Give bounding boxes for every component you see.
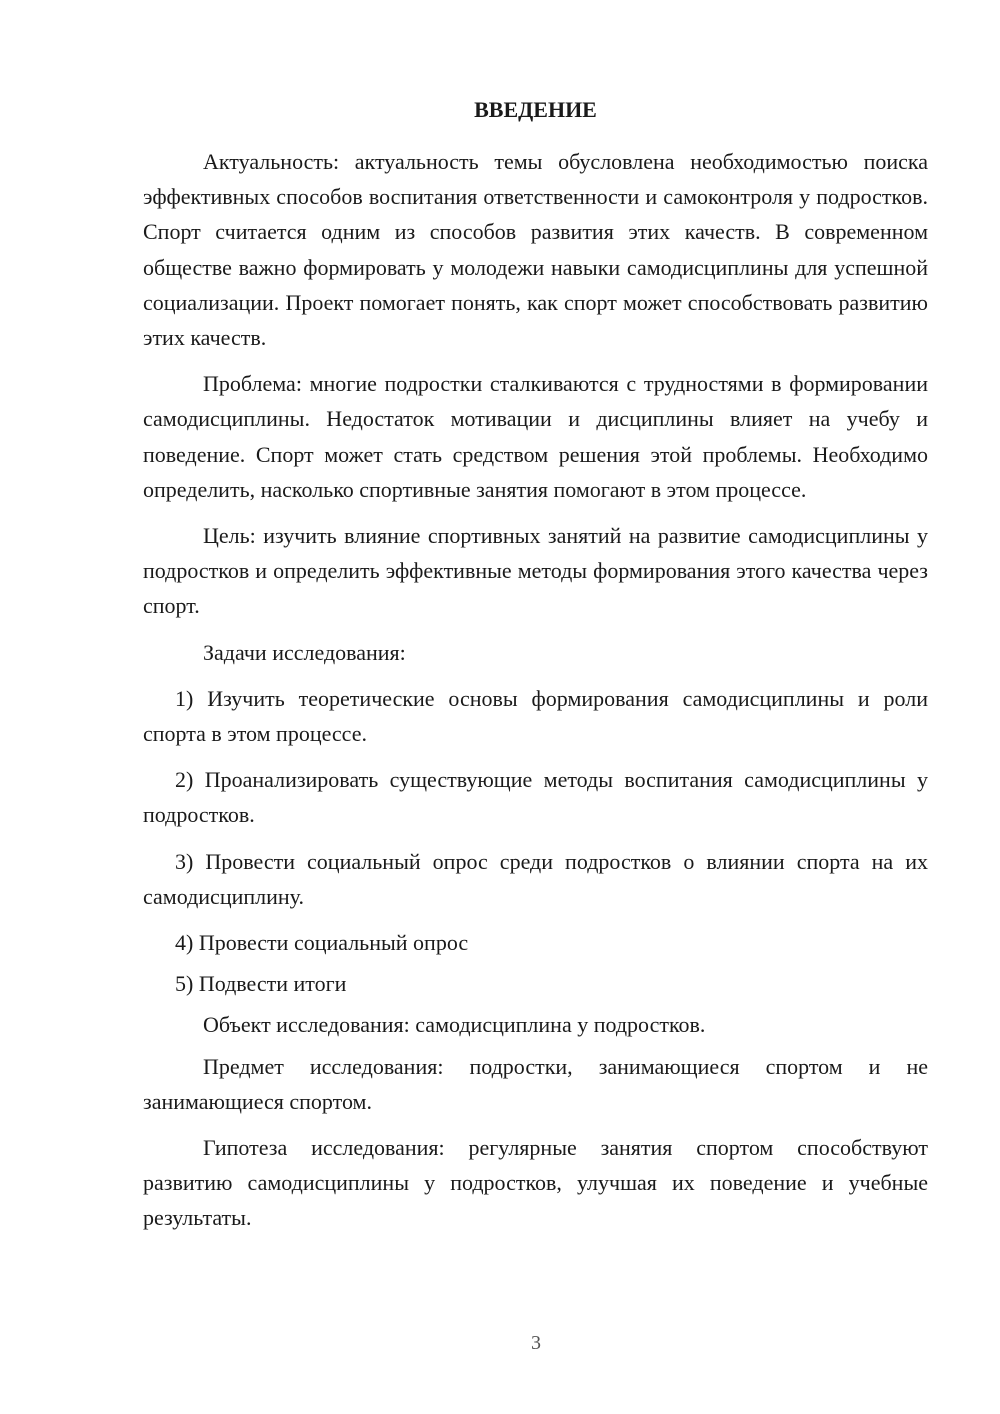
page-number: 3 xyxy=(531,1332,541,1354)
relevance-paragraph: Актуальность: актуальность темы обусловлена необходимостью поиска эффективных способов воспитания ответственности и самоконтроля у подростков. Спорт считается одним из способов развития этих качеств. В современном обществе важно формировать у молодежи навыки самодисциплины для успешной социализации. Проект помогает понять, как спорт может способствовать развитию этих качеств. xyxy=(143,149,928,351)
task-item-3: 3) Провести социальный опрос среди подростков о влиянии спорта на их самодисциплину. xyxy=(143,848,928,909)
problem-paragraph: Проблема: многие подростки сталкиваются с трудностями в формировании самодисциплины. Недостаток мотивации и дисциплины влияет на учебу и поведение. Спорт может стать средством решения этой проблемы. Необходимо определить, насколько спортивные занятия помогают в этом процессе. xyxy=(143,371,928,502)
task-item-2: 2) Проанализировать существующие методы воспитания самодисциплины у подростков. xyxy=(143,767,928,828)
tasks-heading: Задачи исследования: xyxy=(203,639,406,665)
goal-paragraph: Цель: изучить влияние спортивных занятий на развитие самодисциплины у подростков и определить эффективные методы формирования этого качества через спорт. xyxy=(143,523,928,619)
subject-paragraph: Предмет исследования: подростки, занимающиеся спортом и не занимающиеся спортом. xyxy=(143,1053,928,1114)
document-page xyxy=(143,95,928,1247)
task-item-1: 1) Изучить теоретические основы формирования самодисциплины и роли спорта в этом процессе. xyxy=(143,685,928,747)
object-paragraph: Объект исследования: самодисциплина у подростков. xyxy=(203,1012,706,1038)
page-title: ВВЕДЕНИЕ xyxy=(474,97,597,122)
task-item-4: 4) Провести социальный опрос xyxy=(175,930,469,956)
task-item-5: 5) Подвести итоги xyxy=(175,971,347,997)
hypothesis-paragraph: Гипотеза исследования: регулярные занятия спортом способствуют развитию самодисциплины у подростков, улучшая их поведение и учебные результаты. xyxy=(143,1135,928,1231)
